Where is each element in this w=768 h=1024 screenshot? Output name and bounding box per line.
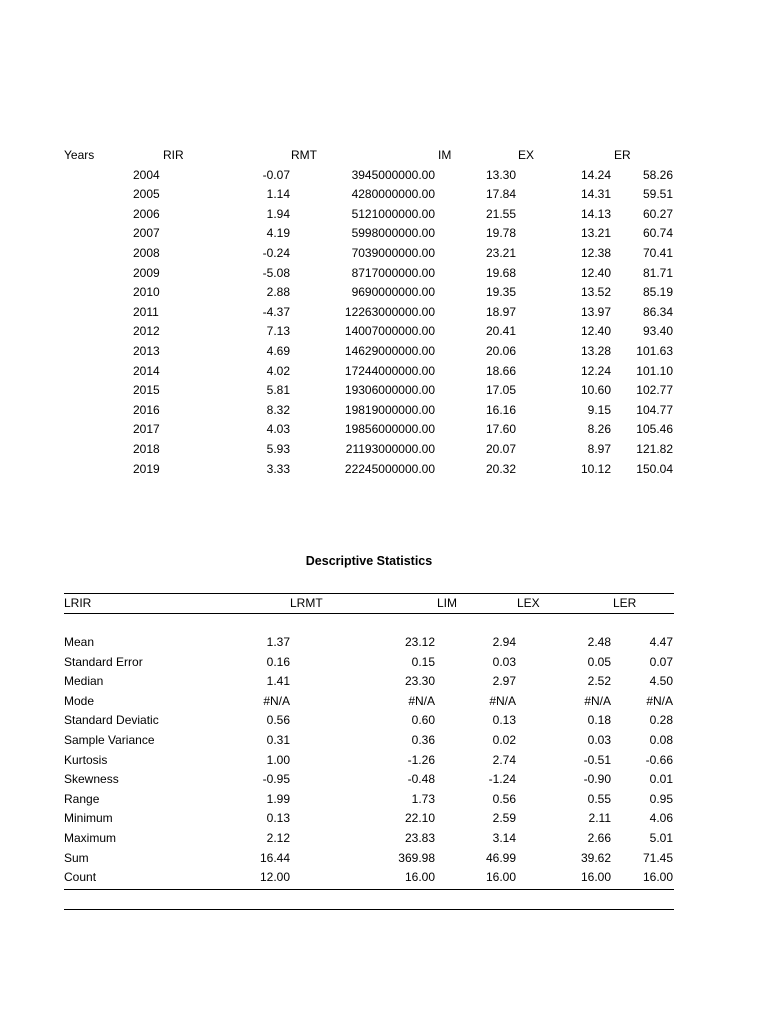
cell-ex: 14.31 bbox=[580, 187, 611, 202]
cell-rmt: 9690000000.00 bbox=[351, 285, 435, 300]
cell-ex: 9.15 bbox=[587, 402, 611, 417]
stat-lim: -1.24 bbox=[488, 772, 516, 787]
cell-im: 18.66 bbox=[485, 363, 516, 378]
cell-er: 58.26 bbox=[642, 167, 673, 182]
data-table-row bbox=[64, 283, 674, 303]
cell-er: 101.63 bbox=[636, 343, 673, 358]
cell-ex: 13.52 bbox=[580, 285, 611, 300]
stat-label: Count bbox=[64, 870, 97, 885]
stat-lim: 2.94 bbox=[492, 635, 516, 649]
cell-ex: 13.28 bbox=[580, 343, 611, 358]
cell-year: 2010 bbox=[133, 285, 160, 300]
cell-er: 60.74 bbox=[642, 226, 673, 241]
cell-ex: 12.40 bbox=[580, 265, 611, 280]
data-table-row bbox=[64, 244, 674, 264]
stats-row bbox=[64, 770, 674, 790]
cell-ex: 12.24 bbox=[580, 363, 611, 378]
cell-year: 2015 bbox=[133, 383, 160, 398]
data-table-row bbox=[64, 342, 674, 362]
data-table-row bbox=[64, 224, 674, 244]
cell-im: 20.07 bbox=[485, 441, 516, 456]
cell-rmt: 21193000000.00 bbox=[345, 441, 435, 456]
cell-im: 16.16 bbox=[485, 402, 516, 417]
stat-lex: 0.05 bbox=[587, 654, 611, 669]
stats-row bbox=[64, 711, 674, 731]
cell-rmt: 22245000000.00 bbox=[344, 461, 435, 476]
cell-er: 59.51 bbox=[642, 187, 673, 202]
cell-er: 93.40 bbox=[642, 324, 673, 339]
stat-label: Median bbox=[64, 674, 104, 689]
stat-ler: 0.07 bbox=[649, 654, 673, 669]
stats-row bbox=[64, 751, 674, 771]
cell-rmt: 19306000000.00 bbox=[344, 383, 435, 398]
cell-year: 2007 bbox=[133, 226, 160, 241]
cell-ex: 14.13 bbox=[580, 206, 611, 221]
stat-lex: 0.18 bbox=[587, 713, 611, 728]
cell-rir: 1.14 bbox=[266, 187, 290, 202]
stat-lrir: 16.44 bbox=[259, 850, 290, 865]
stat-label: Mode bbox=[64, 693, 95, 708]
stats-header-lrir: LRIR bbox=[64, 596, 92, 610]
cell-rir: 5.81 bbox=[266, 383, 290, 398]
stat-lrir: 0.31 bbox=[266, 732, 290, 747]
stat-lex: 39.62 bbox=[580, 850, 611, 865]
stat-lim: #N/A bbox=[489, 693, 516, 708]
cell-im: 21.55 bbox=[485, 206, 516, 221]
stat-lex: -0.90 bbox=[583, 772, 611, 787]
stat-label: Mean bbox=[64, 635, 95, 649]
cell-er: 85.19 bbox=[642, 285, 673, 300]
cell-er: 86.34 bbox=[642, 304, 673, 319]
data-table-row bbox=[64, 440, 674, 460]
cell-rmt: 12263000000.00 bbox=[344, 304, 435, 319]
stat-lrir: 12.00 bbox=[259, 870, 290, 885]
stat-lex: 16.00 bbox=[580, 870, 611, 885]
stats-header-lex: LEX bbox=[517, 596, 540, 610]
stats-end-rule bbox=[64, 909, 674, 910]
stats-title: Descriptive Statistics bbox=[305, 554, 433, 568]
stat-label: Sample Variance bbox=[64, 732, 155, 747]
stats-row bbox=[64, 731, 674, 751]
cell-ex: 12.38 bbox=[580, 245, 611, 260]
cell-rir: 7.13 bbox=[266, 324, 290, 339]
cell-ex: 10.12 bbox=[580, 461, 611, 476]
stats-table-body bbox=[64, 633, 674, 888]
stat-label: Minimum bbox=[64, 811, 113, 826]
data-table-row bbox=[64, 362, 674, 382]
cell-er: 104.77 bbox=[636, 402, 673, 417]
stat-ler: -0.66 bbox=[645, 752, 673, 767]
cell-er: 60.27 bbox=[642, 206, 673, 221]
cell-er: 70.41 bbox=[642, 245, 673, 260]
cell-rir: 4.69 bbox=[266, 343, 290, 358]
stat-label: Maximum bbox=[64, 830, 117, 845]
stats-header bbox=[64, 594, 674, 614]
data-table-row bbox=[64, 420, 674, 440]
cell-year: 2004 bbox=[133, 167, 160, 182]
cell-er: 105.46 bbox=[636, 422, 673, 437]
stat-lrir: 0.56 bbox=[266, 713, 290, 728]
cell-rmt: 3945000000.00 bbox=[351, 167, 435, 182]
stat-lim: 0.13 bbox=[492, 713, 516, 728]
cell-year: 2014 bbox=[133, 363, 160, 378]
stat-lrmt: 23.83 bbox=[404, 830, 435, 845]
cell-im: 18.97 bbox=[485, 304, 516, 319]
header-ex: EX bbox=[518, 148, 535, 162]
stat-lex: 2.66 bbox=[587, 830, 611, 845]
stat-lrir: 0.16 bbox=[266, 654, 290, 669]
stat-ler: 0.28 bbox=[649, 713, 673, 728]
stat-lrmt: 23.12 bbox=[404, 635, 435, 649]
cell-rir: -0.07 bbox=[262, 167, 290, 182]
stat-lim: 16.00 bbox=[485, 870, 516, 885]
stat-lrmt: 22.10 bbox=[404, 811, 435, 826]
cell-year: 2005 bbox=[133, 187, 160, 202]
cell-er: 121.82 bbox=[636, 441, 673, 456]
cell-ex: 12.40 bbox=[580, 324, 611, 339]
header-rmt: RMT bbox=[291, 148, 317, 162]
stat-lex: 0.55 bbox=[587, 791, 611, 806]
stats-row bbox=[64, 790, 674, 810]
stats-row bbox=[64, 633, 674, 653]
data-table bbox=[64, 146, 674, 479]
cell-rir: 2.88 bbox=[266, 285, 290, 300]
stat-lrmt: 0.60 bbox=[411, 713, 435, 728]
stats-header-ler: LER bbox=[613, 596, 637, 610]
stat-lrmt: -0.48 bbox=[407, 772, 435, 787]
stat-lex: #N/A bbox=[584, 693, 611, 708]
cell-im: 17.05 bbox=[485, 383, 516, 398]
stat-label: Skewness bbox=[64, 772, 119, 787]
cell-rir: 5.93 bbox=[266, 441, 290, 456]
stat-ler: 0.01 bbox=[649, 772, 673, 787]
cell-rir: -0.24 bbox=[262, 245, 290, 260]
cell-im: 20.06 bbox=[485, 343, 516, 358]
stat-label: Range bbox=[64, 791, 100, 806]
stat-lim: 0.02 bbox=[492, 732, 516, 747]
cell-im: 13.30 bbox=[485, 167, 516, 182]
stat-lim: 2.97 bbox=[492, 674, 516, 689]
cell-rir: 4.03 bbox=[266, 422, 290, 437]
stats-header-lim: LIM bbox=[437, 596, 458, 610]
stat-ler: 4.50 bbox=[649, 674, 673, 689]
stat-label: Standard Error bbox=[64, 654, 143, 669]
cell-year: 2013 bbox=[133, 343, 160, 358]
stat-lex: 2.48 bbox=[587, 635, 611, 649]
stat-lrmt: 0.15 bbox=[411, 654, 435, 669]
cell-im: 19.68 bbox=[485, 265, 516, 280]
cell-rir: -5.08 bbox=[262, 265, 290, 280]
cell-im: 23.21 bbox=[485, 245, 516, 260]
stats-row bbox=[64, 672, 674, 692]
stat-lim: 3.14 bbox=[492, 830, 516, 845]
stats-row bbox=[64, 809, 674, 829]
cell-year: 2006 bbox=[133, 206, 160, 221]
data-table-row bbox=[64, 166, 674, 186]
stat-ler: #N/A bbox=[646, 693, 673, 708]
cell-im: 19.78 bbox=[485, 226, 516, 241]
stat-lrir: #N/A bbox=[263, 693, 290, 708]
header-er: ER bbox=[614, 148, 631, 162]
stat-lex: 0.03 bbox=[587, 732, 611, 747]
stat-lrir: 1.41 bbox=[266, 674, 290, 689]
stat-lrmt: 23.30 bbox=[404, 674, 435, 689]
cell-rmt: 8717000000.00 bbox=[351, 265, 435, 280]
stats-row bbox=[64, 849, 674, 869]
stat-lim: 2.74 bbox=[492, 752, 516, 767]
stat-ler: 71.45 bbox=[642, 850, 673, 865]
cell-ex: 8.26 bbox=[587, 422, 611, 437]
stat-lex: 2.11 bbox=[588, 811, 611, 826]
cell-ex: 13.97 bbox=[580, 304, 611, 319]
cell-rmt: 5121000000.00 bbox=[351, 206, 435, 221]
cell-year: 2009 bbox=[133, 265, 160, 280]
stat-lim: 0.56 bbox=[492, 791, 516, 806]
cell-er: 81.71 bbox=[642, 265, 673, 280]
stat-ler: 0.95 bbox=[649, 791, 673, 806]
cell-rir: 1.94 bbox=[266, 206, 290, 221]
stats-row bbox=[64, 653, 674, 673]
stat-ler: 0.08 bbox=[649, 732, 673, 747]
stats-row bbox=[64, 692, 674, 712]
cell-year: 2018 bbox=[133, 441, 160, 456]
stat-ler: 4.47 bbox=[649, 635, 673, 649]
stats-header-lrmt: LRMT bbox=[290, 596, 323, 610]
cell-year: 2012 bbox=[133, 324, 160, 339]
cell-rmt: 17244000000.00 bbox=[344, 363, 435, 378]
cell-im: 20.41 bbox=[485, 324, 516, 339]
stat-lrir: 1.00 bbox=[266, 752, 290, 767]
cell-rmt: 4280000000.00 bbox=[351, 187, 435, 202]
cell-rmt: 14629000000.00 bbox=[344, 343, 435, 358]
stat-lrmt: #N/A bbox=[408, 693, 435, 708]
cell-rir: -4.37 bbox=[262, 304, 290, 319]
data-table-row bbox=[64, 322, 674, 342]
cell-rmt: 19819000000.00 bbox=[344, 402, 435, 417]
stat-label: Sum bbox=[64, 850, 89, 865]
cell-rir: 4.02 bbox=[266, 363, 290, 378]
stat-ler: 5.01 bbox=[649, 830, 673, 845]
stat-lrmt: 16.00 bbox=[404, 870, 435, 885]
cell-year: 2008 bbox=[133, 245, 160, 260]
data-table-row bbox=[64, 381, 674, 401]
data-table-row bbox=[64, 460, 674, 480]
cell-ex: 8.97 bbox=[587, 441, 611, 456]
stat-lrmt: 369.98 bbox=[398, 850, 435, 865]
data-table-body bbox=[64, 166, 674, 480]
cell-year: 2016 bbox=[133, 402, 160, 417]
data-table-row bbox=[64, 401, 674, 421]
data-table-row bbox=[64, 185, 674, 205]
cell-year: 2019 bbox=[133, 461, 160, 476]
stat-label: Standard Deviatic bbox=[64, 713, 159, 728]
stats-row bbox=[64, 829, 674, 849]
cell-year: 2017 bbox=[133, 422, 160, 437]
cell-ex: 13.21 bbox=[580, 226, 611, 241]
header-years: Years bbox=[64, 148, 95, 162]
stat-lrir: 2.12 bbox=[266, 830, 290, 845]
cell-im: 17.60 bbox=[485, 422, 516, 437]
cell-rir: 3.33 bbox=[266, 461, 290, 476]
stats-table bbox=[64, 594, 674, 614]
stat-lim: 2.59 bbox=[492, 811, 516, 826]
data-table-header bbox=[64, 146, 674, 166]
stat-lrmt: 0.36 bbox=[411, 732, 435, 747]
stat-lrir: 0.13 bbox=[266, 811, 290, 826]
cell-rmt: 5998000000.00 bbox=[351, 226, 435, 241]
stat-lrir: 1.37 bbox=[266, 635, 290, 649]
stat-lex: -0.51 bbox=[583, 752, 611, 767]
stats-row bbox=[64, 868, 674, 888]
cell-im: 20.32 bbox=[485, 461, 516, 476]
data-table-row bbox=[64, 264, 674, 284]
stats-bottom-rule bbox=[64, 889, 674, 890]
cell-rmt: 7039000000.00 bbox=[351, 245, 435, 260]
stat-lrmt: -1.26 bbox=[407, 752, 435, 767]
data-table-row bbox=[64, 205, 674, 225]
stat-lim: 0.03 bbox=[492, 654, 516, 669]
data-table-row bbox=[64, 303, 674, 323]
cell-rmt: 19856000000.00 bbox=[344, 422, 435, 437]
stat-lrmt: 1.73 bbox=[411, 791, 435, 806]
cell-rir: 8.32 bbox=[266, 402, 290, 417]
stat-lex: 2.52 bbox=[587, 674, 611, 689]
cell-rir: 4.19 bbox=[266, 226, 290, 241]
cell-ex: 10.60 bbox=[580, 383, 611, 398]
cell-er: 101.10 bbox=[636, 363, 673, 378]
stat-ler: 16.00 bbox=[642, 870, 673, 885]
stat-ler: 4.06 bbox=[649, 811, 673, 826]
stat-lim: 46.99 bbox=[485, 850, 516, 865]
stat-lrir: -0.95 bbox=[262, 772, 290, 787]
stats-header-rule bbox=[64, 613, 674, 614]
cell-year: 2011 bbox=[133, 304, 159, 319]
header-rir: RIR bbox=[163, 148, 184, 162]
cell-im: 17.84 bbox=[485, 187, 516, 202]
cell-im: 19.35 bbox=[485, 285, 516, 300]
header-im: IM bbox=[438, 148, 452, 162]
cell-ex: 14.24 bbox=[580, 167, 611, 182]
cell-rmt: 14007000000.00 bbox=[344, 324, 435, 339]
cell-er: 150.04 bbox=[636, 461, 673, 476]
stat-label: Kurtosis bbox=[64, 752, 108, 767]
stat-lrir: 1.99 bbox=[266, 791, 290, 806]
cell-er: 102.77 bbox=[636, 383, 673, 398]
